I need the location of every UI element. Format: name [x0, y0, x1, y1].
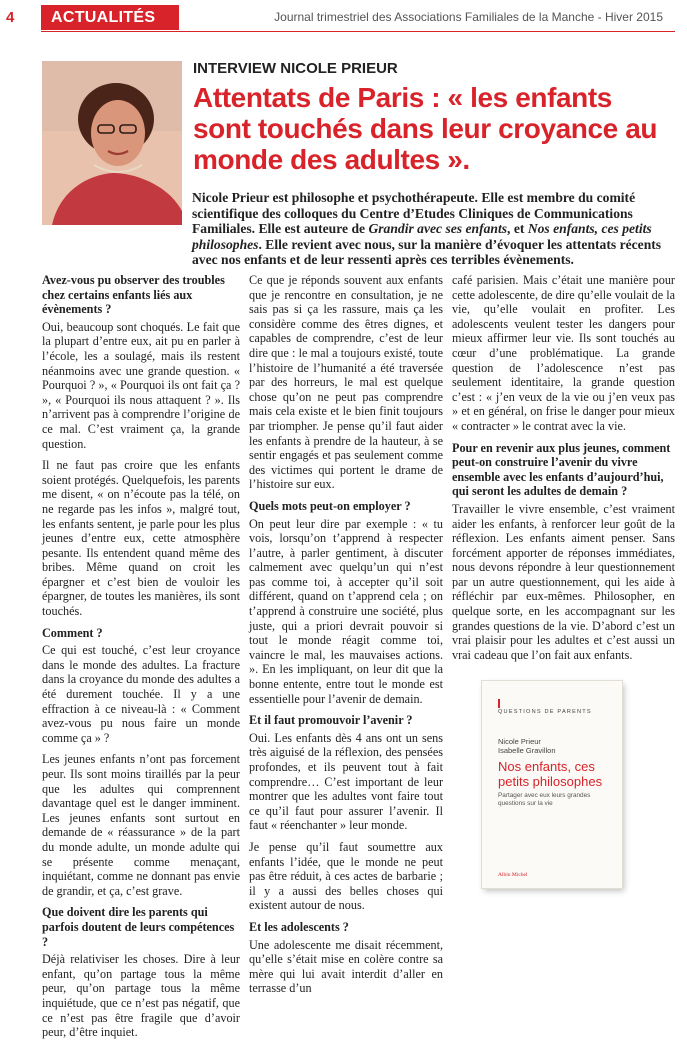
- question-heading: Que doivent dire les parents qui parfois doutent de leurs compétences ?: [42, 905, 235, 949]
- article-headline: Attentats de Paris : « les enfants sont touchés dans leur croyance au monde des adultes ».: [193, 82, 658, 175]
- answer-paragraph: Ce qui est touché, c’est leur croyance dans le monde des adultes. La fracture dans la croyance du monde des adultes a été durement touchée. Il y a une effraction à ce niveau-là : « Comment avez-vous pu nous faire un monde comme ça » ?: [42, 643, 240, 745]
- answer-paragraph: Une adolescente me disait récemment, qu’elle s’était mise en colère contre sa mère qui lui avait interdit d’aller en terrasse d’un: [249, 937, 443, 996]
- article-intro: [42, 190, 675, 268]
- interview-kicker: INTERVIEW NICOLE PRIEUR: [193, 60, 398, 77]
- question-heading: Et les adolescents ?: [249, 919, 349, 934]
- answer-paragraph: Ce que je réponds souvent aux enfants que je rencontre en consultation, je ne sais pas si ça les rassure, mais ça les considère comme des êtres dignes, et capables de comprendre, c’est de leur dire que : le mal a toujours existé, toute l’histoire de l’humanité a été traversée par des horreurs, le mal est quelque chose qu’on ne peut pas comprendre mais cela existe et le bien finit toujours par triompher. Je pense qu’il faut aider les enfants à prendre de la hauteur, à se sentir engagés et pas seulement comme des victimes qui portent le drame de l’histoire sur eux.: [249, 273, 443, 492]
- section-tab: ACTUALITÉS: [41, 5, 179, 30]
- intro-book-2: Nos enfants, ces petits philosophes: [192, 221, 652, 252]
- column-2: [249, 273, 443, 1003]
- book-authors: Nicole Prieur Isabelle Gravillon: [498, 737, 556, 755]
- answer-paragraph: Déjà relativiser les choses. Dire à leur enfant, qu’on partage tous la même peur, qu’on partage tous la même inquiétude, que ce n’est pas négatif, que ce n’est pas être fragile que d’avoir peur, d’être inquiet.: [42, 952, 240, 1040]
- journal-title: Journal trimestriel des Associations Familiales de la Manche - Hiver 2015: [274, 10, 663, 24]
- intro-text-end: . Elle revient avec nous, sur la manière d’évoquer les attentats récents avec nos enfants et de leur ressenti après ces terribles évènements.: [192, 236, 662, 268]
- question-heading: Avez-vous pu observer des troubles chez certains enfants liés aux évènements ?: [42, 273, 225, 317]
- intro-book-1: Grandir avec ses enfants: [368, 221, 508, 237]
- answer-paragraph: Je pense qu’il faut soumettre aux enfants l’idée, que le monde ne peut pas être réduit, à ces actes de barbarie ; il y a aussi des belles choses qui existent autour de nous.: [249, 839, 443, 913]
- column-1: [42, 273, 240, 1047]
- book-series: QUESTIONS DE PARENTS: [498, 709, 592, 715]
- book-publisher: Albin Michel: [498, 872, 528, 878]
- question-heading: Pour en revenir aux plus jeunes, comment peut-on construire l’avenir du vivre ensemble avec les enfants d’aujourd’hui, qui seront les adultes de demain ?: [452, 440, 671, 499]
- answer-paragraph: Les jeunes enfants n’ont pas forcement peur. Ils sont moins tiraillés par la peur que les adultes qui comprennent davantage quel est le danger imminent. Les jeunes enfants sont surtout en demande de « réassurance » de la part du monde adulte, un monde adulte qui se présente comme menaçant, inquiétant, comme ne donnant pas envie de grandir, et ça, c’est grave.: [42, 752, 240, 898]
- answer-paragraph: Il ne faut pas croire que les enfants soient protégés. Quelquefois, les parents me disent, « on n’écoute pas la télé, on ne regarde pas les infos », malgré tout, les enfants sentent, je parle pour les plus jeunes d’entre eux, cette atmosphère pesante. Ils entendent quand même des bribes. Même quand on croit les épargner et c’est bien de vouloir les épargner, de toutes les manières, ils sont touchés.: [42, 458, 240, 619]
- question-heading: Et il faut promouvoir l’avenir ?: [249, 713, 413, 728]
- intro-text: Nicole Prieur est philosophe et psychothérapeute. Elle est membre du comité scientifique des colloques du Centre d’Etudes Cliniques de Communications Familiales. Elle est auteure de: [192, 190, 636, 237]
- question-heading: Comment ?: [42, 625, 103, 640]
- answer-paragraph: café parisien. Mais c’était une manière pour cette adolescente, de dire qu’elle voulait de la vie, qu’elle voulait en profiter. Les adolescents veulent tester les dangers pour mieux affirmer leur vie. Ils sont touchés au cœur d’une problématique. La grande question de l’adolescence n’est pas seulement identitaire, la grande question c’est : « j’en veux de la vie ou j’en veux pas » et en général, on frise le danger pour mieux « contracter » le contrat avec la vie.: [452, 273, 675, 433]
- book-accent-bar: [498, 699, 500, 708]
- column-3: [452, 273, 675, 669]
- answer-paragraph: Oui. Les enfants dès 4 ans ont un sens très aiguisé de la réflexion, des pensées profondes, et ils peuvent tout à fait comprendre… C’est important de leur montrer que les adultes vont faire tout ce qu’il faut pour assurer l’avenir. Il faut « réenchanter » leur monde.: [249, 730, 443, 833]
- question-heading: Quels mots peut-on employer ?: [249, 498, 411, 513]
- book-title: Nos enfants, ces petits philosophes: [498, 759, 603, 789]
- page-number: 4: [6, 9, 15, 26]
- answer-paragraph: On peut leur dire par exemple : « tu vois, lorsqu’on t’apprend à respecter l’autre, à parler gentiment, à discuter calmement avec quelqu’un qui n’est pas comme toi, à accepter qu’il soit différent, quand on t’apprend cela ; on t’apprend à construire une société, plus juste, qui a priori devrait pouvoir si tout le monde réagit comme toi, vaincre le mal, les mauvaises actions. ». En les impliquant, on leur dit que la bonne entente, entre tout le monde est essentielle pour l’avenir de demain.: [249, 516, 443, 706]
- header-rule: [41, 31, 675, 32]
- book-cover: [482, 681, 622, 888]
- answer-paragraph: Travailler le vivre ensemble, c’est vraiment aider les enfants, à renforcer leur goût de la réflexion. Les enfants aiment penser. Sans forcément apporter de réponses immédiates, nous devons répondre à leur questionnement par un autre questionnement, qui les aide à réfléchir par eux-mêmes. Philosopher, en quelque sorte, en les accompagnant sur les grandes questions de la vie. D’abord c’est un vrai plaisir pour les adultes et c’est aussi un vrai cadeau que l’on fait aux enfants.: [452, 501, 675, 662]
- intro-text-mid: , et: [507, 221, 528, 237]
- answer-paragraph: Oui, beaucoup sont choqués. Le fait que la plupart d’entre eux, ait pu en parler à l’école, les a soulagé, mais ils restent néanmoins avec une grande question. « Pourquoi ? », « Pourquoi ils ont fait ça ? », « Pourquoi ils nous attaquent ? ». Ils n’arrivent pas à comprendre l’origine de ce mal. C’est vraiment ça, la grande question.: [42, 319, 240, 451]
- book-subtitle: Partager avec eux leurs grandes questions sur la vie: [498, 792, 591, 807]
